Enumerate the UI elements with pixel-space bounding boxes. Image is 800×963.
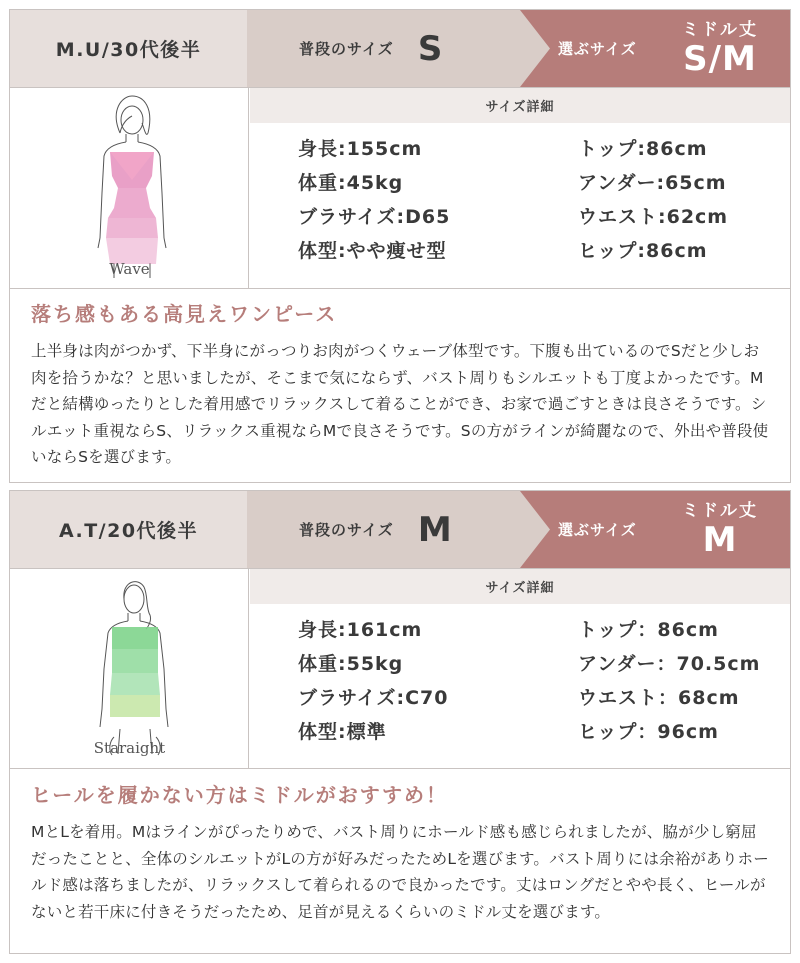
review-section [10, 781, 790, 925]
detail-under: アンダー：70.5cm [578, 653, 761, 675]
chosen-size-label: 選ぶサイズ [558, 40, 637, 58]
size-details-row [10, 87, 790, 289]
body-type-label: Staraight [93, 739, 166, 757]
detail-body-type: 体型:やや痩せ型 [298, 240, 447, 262]
reviewer-name: A.T/20代後半 [10, 491, 247, 568]
usual-size-section [247, 491, 537, 568]
size-details-row [10, 568, 790, 769]
length-label: ミドル丈 [682, 19, 758, 40]
detail-height: 身長:155cm [298, 138, 423, 160]
detail-hip: ヒップ:86cm [578, 240, 708, 262]
review-title: ヒールを履かない方はミドルがおすすめ！ [31, 783, 448, 807]
size-details [298, 619, 788, 744]
chosen-size-section [550, 491, 790, 568]
detail-under: アンダー:65cm [578, 172, 727, 194]
usual-size-value: S [417, 28, 443, 69]
detail-height: 身長:161cm [298, 619, 423, 641]
detail-bra: ブラサイズ:D65 [298, 206, 451, 228]
detail-waist: ウエスト：68cm [578, 687, 740, 709]
review-card-2 [9, 490, 791, 954]
review-title: 落ち感もある高見えワンピース [31, 302, 338, 326]
card-header [10, 491, 790, 568]
body-figure [10, 569, 249, 768]
detail-body-type: 体型:標準 [298, 721, 387, 743]
detail-bra: ブラサイズ:C70 [298, 687, 449, 709]
usual-size-label: 普段のサイズ [299, 40, 394, 58]
detail-hip: ヒップ：96cm [578, 721, 719, 743]
details-header: サイズ詳細 [250, 88, 790, 123]
review-body: 上半身は肉がつかず、下半身にがっつりお肉がつくウェーブ体型です。下腹も出ているのでSだと少しお肉を拾うかな？と思いましたが、そこまで気にならず、バスト周りもシルエットも丁度よかったです。Mだと結構ゆったりとした着用感でリラックスして着ることができ、お家で過ごすときは良さそうです。シルエット重視ならS、リラックス重視ならMで良さそうです。Sの方がラインが綺麗なので、外出や普段使いならSを選びます。 [31, 342, 769, 466]
detail-waist: ウエスト:62cm [578, 206, 729, 228]
chosen-size-label: 選ぶサイズ [558, 521, 637, 539]
detail-top: トップ：86cm [578, 619, 719, 641]
body-type-label: Wave [109, 260, 150, 278]
reviewer-name: M.U/30代後半 [10, 10, 247, 87]
detail-weight: 体重:55kg [298, 653, 404, 675]
review-card-1 [9, 9, 791, 483]
chosen-size-value: S/M [683, 38, 757, 79]
length-label: ミドル丈 [682, 500, 758, 521]
card-header [10, 10, 790, 87]
body-illustration-wave [10, 88, 249, 288]
detail-weight: 体重:45kg [298, 172, 404, 194]
usual-size-label: 普段のサイズ [299, 521, 394, 539]
chosen-size-value: M [702, 519, 738, 560]
details-header: サイズ詳細 [250, 569, 790, 604]
chosen-size-section [550, 10, 790, 87]
usual-size-value: M [417, 509, 452, 550]
detail-top: トップ:86cm [578, 138, 708, 160]
review-section [10, 300, 790, 471]
review-body: MとLを着用。Mはラインがぴったりめで、バスト周りにホールド感も感じられましたが、脇が少し窮屈だったことと、全体のシルエットがLの方が好みだったためLを選びます。バスト周りには余裕がありホールド感は落ちましたが、リラックスして着られるので良かったです。丈はロングだとやや長く、ヒールがないと若干床に付きそうだったため、足首が見えるくらいのミドル丈を選びます。 [31, 823, 769, 921]
size-details [298, 138, 788, 263]
body-figure [10, 88, 249, 288]
usual-size-section [247, 10, 537, 87]
